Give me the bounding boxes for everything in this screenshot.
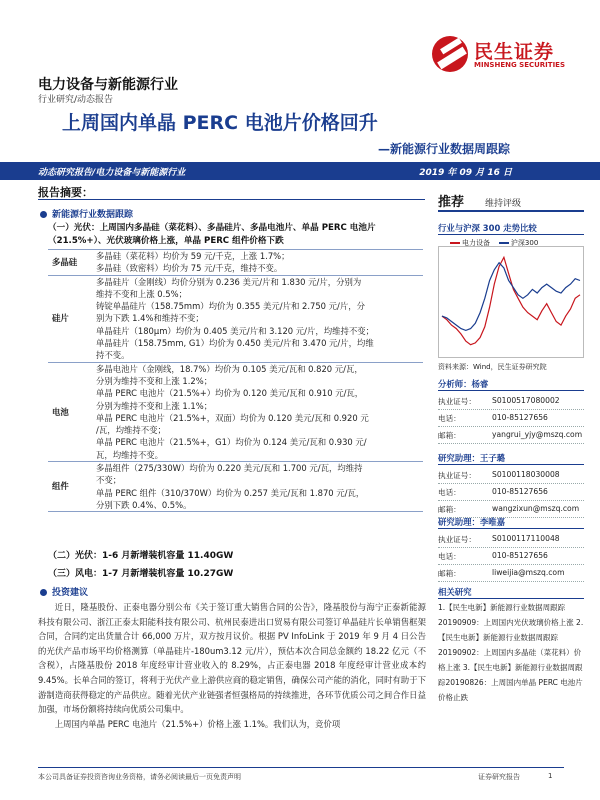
section-data-tracking bbox=[40, 207, 133, 220]
rating-label: 维持评级 bbox=[485, 199, 522, 209]
header-band bbox=[0, 162, 600, 180]
analyst-value: S0100517080002 bbox=[492, 396, 560, 405]
assistant1-key: 邮箱： bbox=[438, 505, 461, 514]
dotted-divider bbox=[438, 426, 584, 427]
report-date: 2019 年 09 月 16 日 bbox=[419, 168, 512, 178]
legend-industry: 电力设备 bbox=[462, 239, 490, 247]
dotted-divider bbox=[438, 483, 584, 484]
chart-title-divider bbox=[438, 234, 584, 235]
related-title: 相关研究 bbox=[438, 587, 472, 597]
assistant1-row bbox=[438, 470, 560, 481]
rating-divider bbox=[438, 210, 584, 212]
analyst-key: 执业证号： bbox=[438, 397, 476, 406]
price-category: 多晶硅 bbox=[48, 250, 94, 276]
section-investment-label: 投资建议 bbox=[52, 588, 89, 598]
bullet-icon bbox=[40, 589, 47, 596]
brand-name-en: MINSHENG SECURITIES bbox=[474, 61, 565, 69]
report-type: 行业研究/动态报告 bbox=[38, 95, 114, 105]
section-data-tracking-label: 新能源行业数据跟踪 bbox=[52, 210, 134, 220]
price-detail bbox=[94, 462, 423, 512]
price-category: 硅片 bbox=[48, 275, 94, 362]
industry-label: 电力设备与新能源行业 bbox=[38, 77, 178, 93]
price-line: 不变； bbox=[96, 475, 122, 486]
assistant2-key: 执业证号： bbox=[438, 535, 476, 544]
price-line: 分别下跌 0.4%、0.5%。 bbox=[96, 499, 192, 510]
assistant2-title: 研究助理：李唯嘉 bbox=[438, 517, 505, 527]
series-line-industry bbox=[442, 257, 580, 344]
legend-swatch-index bbox=[499, 242, 509, 244]
price-line: 多晶硅（菜花料）均价为 59 元/千克，上涨 1.7%； bbox=[96, 251, 290, 261]
assistant1-title: 研究助理：王子璐 bbox=[438, 453, 505, 463]
assistant2-value: liweijia@mszq.com bbox=[492, 568, 565, 577]
price-line: 分别为维持不变和上涨 1.1%； bbox=[96, 400, 213, 411]
assistant2-key: 邮箱： bbox=[438, 569, 461, 578]
price-detail bbox=[94, 250, 423, 276]
assistant2-value: S0100117110048 bbox=[492, 534, 560, 543]
price-detail bbox=[94, 275, 423, 362]
assistant1-key: 电话： bbox=[438, 488, 461, 497]
price-line: 多晶电池片（金刚线，18.7%）均价为 0.105 美元/瓦和 0.820 元/瓦， bbox=[96, 363, 363, 374]
summary-heading: 报告摘要： bbox=[38, 186, 93, 199]
price-table bbox=[48, 249, 423, 512]
summary-divider bbox=[38, 199, 425, 200]
analyst-divider bbox=[438, 390, 584, 391]
analyst-row bbox=[438, 413, 548, 424]
price-line: 单晶 PERC 电池片（21.5%+）均价为 0.120 美元/瓦和 0.910 元/瓦， bbox=[96, 388, 364, 399]
page-number: 1 bbox=[548, 772, 553, 780]
analyst-value: yangrui_yjy@mszq.com bbox=[492, 430, 583, 439]
assistant1-divider bbox=[438, 464, 584, 465]
analyst-key: 邮箱： bbox=[438, 431, 461, 440]
price-line: 单晶硅片（180μm）均价为 0.405 美元/片和 3.120 元/片，均维持不变； bbox=[96, 325, 374, 336]
brand-logo bbox=[432, 36, 582, 76]
chart-frame bbox=[439, 247, 584, 358]
price-line: 铸锭单晶硅片（158.75mm）均价为 0.355 美元/片和 2.750 元/片，分 bbox=[96, 301, 365, 312]
body-paragraph: 上周国内单晶 PERC 电池片（21.5%+）价格上涨 1.1%。我们认为，竞价项 bbox=[54, 718, 341, 729]
analyst-row bbox=[438, 430, 583, 441]
assistant2-divider bbox=[438, 528, 584, 529]
price-line: 多晶硅（致密料）均价为 75 元/千克，维持不变。 bbox=[96, 263, 283, 274]
pv-installed-capacity: （二）光伏：1-6 月新增装机容量 11.40GW bbox=[48, 551, 234, 561]
price-line: 单晶 PERC 组件（310/370W）均价为 0.257 美元/瓦和 1.870 元/瓦， bbox=[96, 487, 365, 498]
assistant1-row bbox=[438, 487, 548, 498]
analyst-row bbox=[438, 396, 560, 407]
legend-index: 沪深300 bbox=[510, 239, 539, 247]
assistant2-row bbox=[438, 568, 565, 579]
page-subtitle: —新能源行业数据周跟踪 bbox=[378, 142, 511, 156]
body-paragraph: 近日，隆基股份、正泰电器分别公布《关于签订重大销售合同的公告》，隆基股份与海宁正泰新能源科技有限公司、浙江正泰太阳能科技有限公司、杭州民泰进出口贸易有限公司签订单晶硅片长单销售框架合同，合同约定出货量合计 66,000 万片，双方按月议价。根据 PV InfoLink 于 2019 年 9 月 4 日公告的光伏产品市场平均价格测算（单晶硅片-180um3.12 元/片），预估本次合同总金额约 18.22 亿元（不含税），占隆基股份 2018 年度经审计营业收入的 8.29%，占正泰电器 2018 年度经审计营业成本约 9.45%。长单合同的签订，将利于光伏产业上游供应商的稳定销售，确保公司产能的消化，同时有助于下游制造商获得稳定的产品供应。随着光伏产业链强者恒强格局的持续推进，各环节优质公司之间合作日益加强，市场份额将持续向优质公司集中。 bbox=[38, 602, 426, 715]
assistant2-key: 电话： bbox=[438, 552, 461, 561]
price-line: /瓦，均维持不变； bbox=[96, 425, 166, 436]
price-line: 持不变。 bbox=[96, 350, 130, 361]
chart-title: 行业与沪深 300 走势比较 bbox=[438, 223, 537, 233]
recommend-label: 推荐 bbox=[438, 195, 465, 210]
page-title: 上周国内单晶 PERC 电池片价格回升 bbox=[62, 112, 378, 134]
analyst-title: 分析师：杨睿 bbox=[438, 379, 489, 389]
section-investment bbox=[40, 585, 88, 598]
price-line: 多晶硅片（金刚线）均价分别为 0.236 美元/片和 1.830 元/片，分别为 bbox=[96, 276, 362, 287]
legend-swatch-industry bbox=[450, 242, 460, 244]
dotted-divider bbox=[438, 581, 584, 582]
dotted-divider bbox=[438, 547, 584, 548]
price-row bbox=[48, 462, 423, 512]
price-detail bbox=[94, 362, 423, 461]
assistant1-row bbox=[438, 504, 580, 515]
price-category: 组件 bbox=[48, 462, 94, 512]
series-line-index bbox=[442, 263, 580, 331]
price-row bbox=[48, 275, 423, 362]
analyst-key: 电话： bbox=[438, 414, 461, 423]
related-list: 1.【民生电新】新能源行业数据周跟踪20190909：上周国内光伏玻璃价格上涨 2.【民生电新】新能源行业数据周跟踪20190902：上周国内多晶硅（菜花料）价格上涨 3.【民生电新】新能源行业数据周跟踪20190826：上周国内单晶 PERC 电池片价格止跌 bbox=[438, 603, 584, 702]
price-line: 瓦，均维持不变。 bbox=[96, 449, 163, 460]
assistant1-value: wangzixun@mszq.com bbox=[492, 504, 580, 513]
assistant2-row bbox=[438, 534, 560, 545]
bullet-icon bbox=[40, 211, 47, 218]
wind-installed-capacity: （三）风电：1-7 月新增装机容量 10.27GW bbox=[48, 569, 234, 579]
chart-source: 资料来源：Wind，民生证券研究院 bbox=[438, 363, 547, 371]
price-line: 单晶硅片（158.75mm, G1）均价为 0.450 美元/片和 3.470 元/片，均维 bbox=[96, 338, 374, 349]
price-line: 维持不变和上涨 0.5%； bbox=[96, 288, 187, 299]
trend-chart bbox=[438, 246, 584, 358]
dotted-divider bbox=[438, 500, 584, 501]
dotted-divider bbox=[438, 409, 584, 410]
price-line: 单晶 PERC 电池片（21.5%+，G1）均价为 0.124 美元/瓦和 0.930 元/ bbox=[96, 437, 367, 448]
footer-disclaimer: 本公司具备证券投资咨询业务资格，请务必阅读最后一页免责声明 bbox=[38, 773, 241, 781]
assistant2-value: 010-85127656 bbox=[492, 551, 548, 560]
investment-body bbox=[38, 600, 426, 731]
logo-mark-icon bbox=[432, 36, 468, 72]
band-category: 动态研究报告/电力设备与新能源行业 bbox=[38, 168, 186, 178]
assistant1-value: 010-85127656 bbox=[492, 487, 548, 496]
footer-divider bbox=[38, 767, 564, 768]
assistant2-row bbox=[438, 551, 548, 562]
pv-intro: （一）光伏：上周国内多晶硅（菜花料）、多晶硅片、多晶电池片、单晶 PERC 电池片（21.5%+）、光伏玻璃价格上涨，单晶 PERC 组件价格下跌 bbox=[48, 223, 376, 246]
analyst-value: 010-85127656 bbox=[492, 413, 548, 422]
dotted-divider bbox=[438, 443, 584, 444]
price-row bbox=[48, 362, 423, 461]
price-line: 别为下跌 1.4%和维持不变； bbox=[96, 313, 204, 324]
assistant1-key: 执业证号： bbox=[438, 471, 476, 480]
brand-name-cn: 民生证券 bbox=[474, 41, 555, 63]
assistant1-value: S0100118030008 bbox=[492, 470, 560, 479]
footer-label: 证券研究报告 bbox=[478, 773, 520, 781]
price-row bbox=[48, 250, 423, 276]
price-line: 多晶组件（275/330W）均价为 0.220 美元/瓦和 1.700 元/瓦，均维持 bbox=[96, 463, 363, 474]
price-line: 分别为维持不变和上涨 1.2%； bbox=[96, 375, 213, 386]
dotted-divider bbox=[438, 564, 584, 565]
price-line: 单晶 PERC 电池片（21.5%+，双面）均价为 0.120 美元/瓦和 0.920 元 bbox=[96, 412, 369, 423]
related-divider bbox=[438, 598, 584, 599]
price-category: 电池 bbox=[48, 362, 94, 461]
